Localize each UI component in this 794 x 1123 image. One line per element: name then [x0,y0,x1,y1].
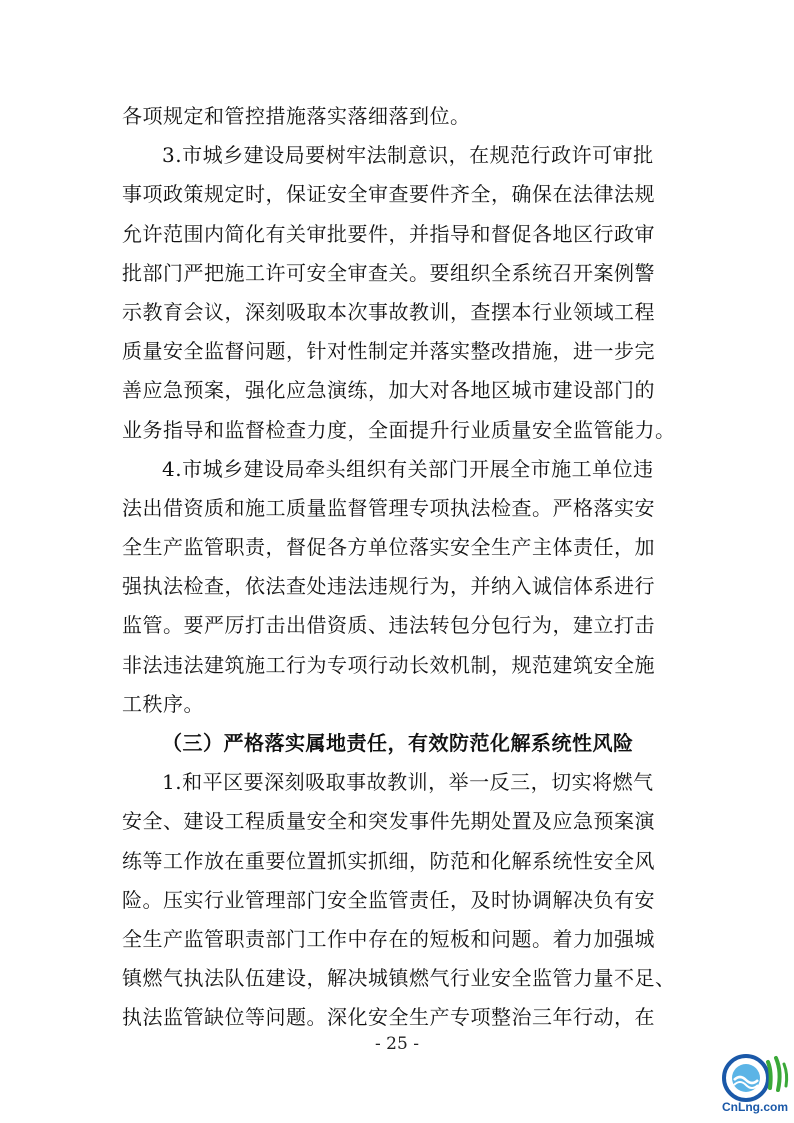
text-line: 非法违法建筑施工行为专项行动长效机制，规范建筑安全施 [122,652,655,677]
section-heading: （三）严格落实属地责任，有效防范化解系统性风险 [162,731,634,755]
text-line: 业务指导和监督检查力度，全面提升行业质量安全监管能力。 [122,417,676,442]
text-line: 质量安全监督问题，针对性制定并落实整改措施，进一步完 [122,339,655,364]
text-line: 执法监管缺位等问题。深化安全生产专项整治三年行动，在 [122,1005,655,1030]
text-line: 镇燃气执法队伍建设，解决城镇燃气行业安全监管力量不足、 [122,966,676,991]
text-line: 法出借资质和施工质量监督管理专项执法检查。严格落实安 [122,495,655,520]
text-line: 安全、建设工程质量安全和突发事件先期处置及应急预案演 [122,809,655,834]
text-line: 工秩序。 [122,691,204,716]
site-logo[interactable] [716,1048,794,1123]
text-line: 监管。要严厉打击出借资质、违法转包分包行为，建立打击 [122,613,655,638]
text-line: 各项规定和管控措施落实落细落到位。 [122,104,471,128]
text-line: 1.和平区要深刻吸取事故教训，举一反三，切实将燃气 [162,770,654,795]
text-line: 险。压实行业管理部门安全监管责任，及时协调解决负有安 [122,887,655,912]
text-line: 示教育会议，深刻吸取本次事故教训，查摆本行业领域工程 [122,299,655,324]
text-line: 4.市城乡建设局牵头组织有关部门开展全市施工单位违 [162,456,654,481]
text-line: 允许范围内简化有关审批要件，并指导和督促各地区行政审 [122,221,655,246]
text-line: 3.市城乡建设局要树牢法制意识，在规范行政许可审批 [162,143,654,168]
text-line: 全生产监管职责，督促各方单位落实安全生产主体责任，加 [122,535,655,560]
text-line: 强执法检查，依法查处违法违规行为，并纳入诚信体系进行 [122,574,655,599]
document-body [122,97,682,1038]
cnlng-logo-icon [716,1048,794,1104]
text-line: 练等工作放在重要位置抓实抓细，防范和化解系统性安全风 [122,848,655,873]
text-line: 全生产监管职责部门工作中存在的短板和问题。着力加强城 [122,926,655,951]
text-line: 批部门严把施工许可安全审查关。要组织全系统召开案例警 [122,260,655,285]
logo-text: CnLng.com [722,1100,788,1114]
text-line: 事项政策规定时，保证安全审查要件齐全，确保在法律法规 [122,182,655,207]
page-number: - 25 - [375,1034,419,1054]
text-line: 善应急预案，强化应急演练，加大对各地区城市建设部门的 [122,378,655,403]
